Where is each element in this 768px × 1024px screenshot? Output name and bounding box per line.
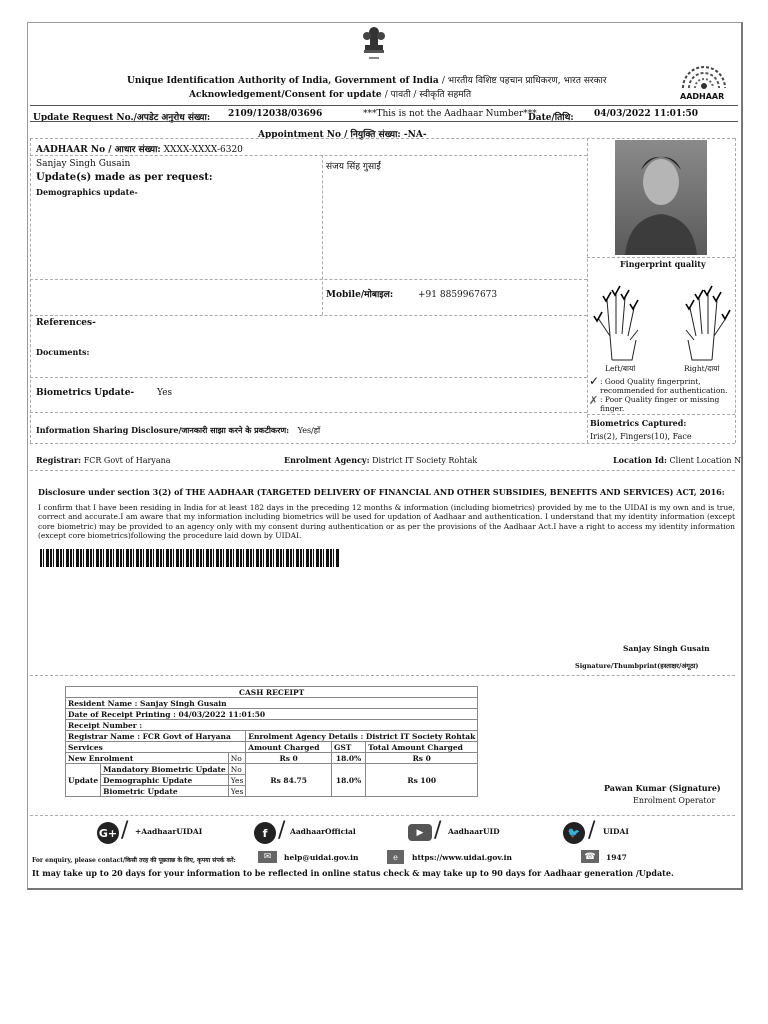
update-gst: 18.0%: [331, 764, 365, 797]
operator-name: Pawan Kumar (Signature): [604, 783, 721, 793]
processing-notice: It may take up to 20 days for your information to be reflected in online status check & may take up to 90 days for Aadhaar generation /Update.: [32, 868, 674, 878]
updates-heading: Update(s) made as per request:: [36, 172, 213, 183]
location-label: Location Id:: [613, 455, 667, 465]
col-total: Total Amount Charged: [366, 742, 478, 753]
receipt-resident: Resident Name : Sanjay Singh Gusain: [66, 698, 478, 709]
operator-role: Enrolment Operator: [633, 796, 716, 805]
references-label: References-: [36, 318, 96, 328]
divider: /: [588, 818, 596, 843]
sharing-label: Information Sharing Disclosure/जानकारी साझा करने के प्रकटीकरण:: [36, 425, 290, 435]
biometric-update: Biometric Update: [101, 786, 229, 797]
contact-phone[interactable]: 1947: [606, 853, 627, 862]
date-label: Date/तिथि:: [528, 113, 574, 123]
divider: /: [434, 818, 442, 843]
biometrics-update-value: Yes: [157, 388, 173, 398]
biometric-flag: Yes: [228, 786, 246, 797]
registrar-value: FCR Govt of Haryana: [83, 456, 171, 465]
appointment-number: Appointment No / नियुक्ति संख्या: -NA-: [258, 130, 427, 140]
signer-name: Sanjay Singh Gusain: [623, 644, 710, 653]
resident-name: Sanjay Singh Gusain: [36, 159, 131, 169]
person-icon: [615, 140, 707, 255]
resident-name-hindi: संजय सिंह गुसाईं: [326, 162, 381, 172]
disclosure-text: I confirm that I have been residing in India for at least 182 days in the preceding 12 months & information (including biometrics) provided by me to the UIDAI is my own and is true, correct and accurate.I am aware that my information including biometrics will be used for updation of Aadhaar and authentication. I understand that my identity information (except core biometric) may be provided to an agency only with my consent during authentication or as per the provisions of the Aadhaar Act.I have a right to access my identity information (except core biometrics)following the procedure laid down by UIDAI.: [38, 503, 735, 540]
update-label: Update: [66, 764, 101, 797]
good-quality-legend: : Good Quality fingerprint, recommended for authentication.: [600, 377, 728, 395]
header-line1: [127, 73, 607, 86]
receipt-title: CASH RECEIPT: [66, 687, 478, 698]
update-amount: Rs 84.75: [246, 764, 332, 797]
barcode: [40, 549, 340, 567]
update-total: Rs 100: [366, 764, 478, 797]
aadhaar-number: XXXX-XXXX-6320: [163, 145, 243, 155]
demographics-update: Demographics update-: [36, 187, 138, 197]
good-check-icon: ✓: [589, 374, 600, 388]
social-twitter-handle[interactable]: UIDAI: [603, 827, 629, 836]
mobile-label: Mobile/मोबाइल:: [326, 290, 394, 300]
location-value: Client Location N: [669, 456, 742, 465]
biometrics-captured-value: Iris(2), Fingers(10), Face: [590, 432, 692, 441]
disclosure-heading: Disclosure under section 3(2) of THE AADHAAR (TARGETED DELIVERY OF FINANCIAL AND OTHER SUBSIDIES, BENEFITS AND SERVICES) ACT, 2016:: [38, 487, 725, 497]
new-enrolment: New Enrolment: [66, 753, 229, 764]
divider: /: [121, 818, 129, 843]
phone-icon: ☎: [581, 850, 599, 863]
enrolment-agency-label: Enrolment Agency:: [284, 455, 370, 465]
facebook-icon[interactable]: f: [254, 822, 276, 844]
enquiry-label: For enquiry, please contact/किसी तरह की पूछताछ के लिए, कृपया संपर्क करें:: [32, 857, 236, 864]
documents-label: Documents:: [36, 347, 90, 357]
signature-label: Signature/Thumbprint(हस्ताक्षर/अंगूठा): [575, 662, 699, 670]
new-enrolment-flag: No: [228, 753, 246, 764]
request-number: 2109/12038/03696: [228, 109, 323, 119]
mobile-number: +91 8859967673: [418, 290, 498, 300]
enrolment-agency-value: District IT Society Rohtak: [372, 456, 478, 465]
emblem-icon: [361, 27, 387, 67]
col-amount: Amount Charged: [246, 742, 332, 753]
col-services: Services: [66, 742, 246, 753]
authority-title: Unique Identification Authority of India, Government of India: [127, 76, 439, 86]
ack-title: Acknowledgement/Consent for update: [189, 90, 382, 100]
demographic-flag: Yes: [228, 775, 246, 786]
divider: /: [278, 818, 286, 843]
authority-title-hindi: / भारतीय विशिष्ट पहचान प्राधिकरण, भारत सरकार: [441, 76, 607, 86]
social-google-handle[interactable]: +AadhaarUIDAI: [135, 827, 203, 836]
web-icon: e: [387, 850, 404, 864]
aadhaar-logo-icon: [675, 64, 733, 94]
poor-quality-legend: : Poor Quality finger or missing finger.: [600, 395, 720, 413]
col-gst: GST: [331, 742, 365, 753]
biometrics-captured-label: Biometrics Captured:: [590, 418, 687, 428]
demographic-update: Demographic Update: [101, 775, 229, 786]
right-hand-label: Right/दायां: [684, 364, 720, 373]
new-total: Rs 0: [366, 753, 478, 764]
receipt-date: Date of Receipt Printing : 04/03/2022 11:01:50: [66, 709, 478, 720]
cash-receipt: [65, 686, 478, 797]
receipt-registrar: Registrar Name : FCR Govt of Haryana: [66, 731, 246, 742]
google-plus-icon[interactable]: G+: [97, 822, 119, 844]
request-date: 04/03/2022 11:01:50: [594, 109, 699, 119]
poor-cross-icon: ✗: [589, 394, 599, 407]
contact-website[interactable]: https://www.uidai.gov.in: [412, 853, 512, 862]
resident-photo: [615, 140, 707, 255]
youtube-icon[interactable]: ▶: [408, 824, 432, 841]
aadhaar-logo-text: AADHAAR: [680, 92, 725, 101]
request-label: Update Request No./अपडेट अनुरोध संख्या:: [33, 113, 211, 123]
biometrics-update-label: Biometrics Update-: [36, 388, 135, 398]
email-icon: ✉: [258, 851, 277, 863]
new-gst: 18.0%: [331, 753, 365, 764]
mandatory-update: Mandatory Biometric Update: [101, 764, 229, 775]
left-hand-label: Left/बायां: [605, 364, 636, 373]
social-youtube-handle[interactable]: AadhaarUID: [448, 827, 500, 836]
fingerprint-title: Fingerprint quality: [620, 259, 706, 269]
new-amount: Rs 0: [246, 753, 332, 764]
contact-email[interactable]: help@uidai.gov.in: [284, 853, 359, 862]
registrar-label: Registrar:: [36, 455, 82, 465]
fingerprint-hands-icon: [592, 278, 732, 363]
header-line2: [189, 87, 471, 100]
twitter-icon[interactable]: 🐦: [563, 822, 585, 844]
mandatory-flag: No: [228, 764, 246, 775]
receipt-agency: Enrolment Agency Details : District IT Society Rohtak: [246, 731, 478, 742]
aadhaar-label: AADHAAR No / आधार संख्या:: [36, 145, 161, 155]
request-note: ***This is not the Aadhaar Number***: [363, 109, 537, 119]
social-facebook-handle[interactable]: AadhaarOfficial: [290, 827, 356, 836]
ack-title-hindi: / पावती / स्वीकृति सहमति: [384, 90, 472, 100]
receipt-number: Receipt Number :: [66, 720, 478, 731]
sharing-value: Yes/हाँ: [297, 426, 321, 435]
